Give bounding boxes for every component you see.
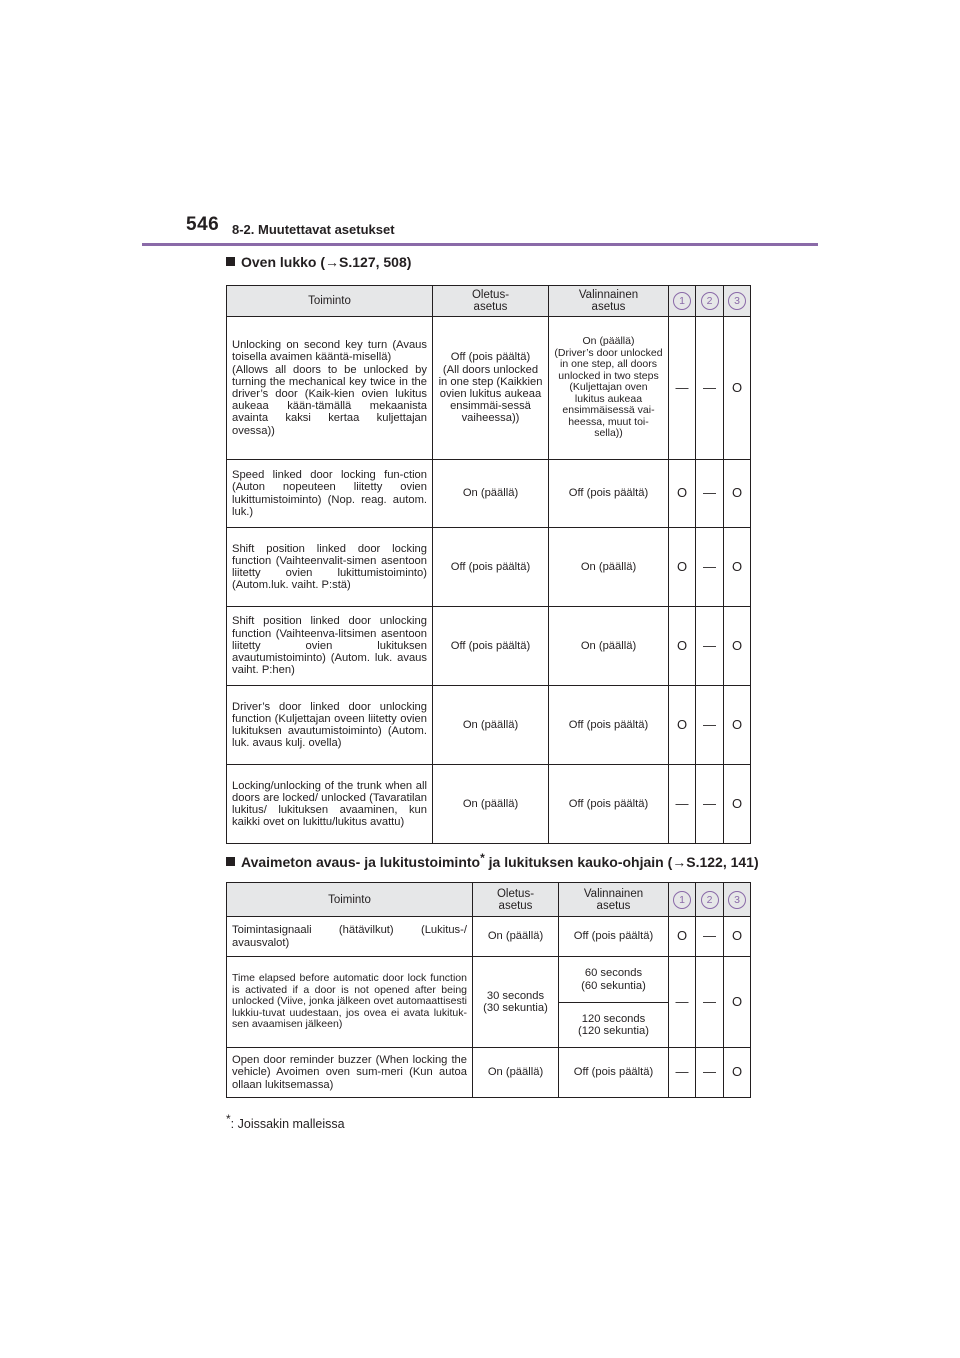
mark-cell-3: O <box>724 765 751 844</box>
function-cell: Driver’s door linked door unlocking function (Kuljettajan oveen liitetty ovien lukituksen avautumistoiminto) (Autom. luk. avaus kulj. ovella) <box>227 686 433 765</box>
number-2-icon: 2 <box>701 292 719 310</box>
optional-cell: Off (pois päältä) <box>559 1048 669 1098</box>
mark-cell-2: — <box>696 528 724 607</box>
mark-cell-1: O <box>669 686 696 765</box>
section-heading-text-suffix: ja lukituksen kauko-ohjain (→S.122, 141) <box>484 854 759 870</box>
mark-cell-2: — <box>696 957 724 1048</box>
column-header-default: Oletus- asetus <box>473 883 559 917</box>
keyless-entry-settings-table <box>226 882 751 1098</box>
mark-cell-2: — <box>696 607 724 686</box>
square-bullet-icon <box>226 257 235 266</box>
number-3-icon: 3 <box>728 891 746 909</box>
table-row <box>227 765 751 844</box>
mark-cell-1: — <box>669 1048 696 1098</box>
function-cell: Locking/unlocking of the trunk when all doors are locked/ unlocked (Tavaratilan lukitus/ lukituksen avaaminen, kun kaikki ovet on lukittu/lukitus avattu) <box>227 765 433 844</box>
asterisk-mark: * <box>480 851 485 865</box>
chapter-title: 8-2. Muutettavat asetukset <box>232 222 395 237</box>
optional-cell: On (päällä) (Driver’s door unlocked in one step, all doors unlocked in two steps (Kuljettajan oven lukitus aukeaa ensimmäisessä vai-heessa, muut toi-sella)) <box>549 317 669 460</box>
mark-cell-2: — <box>696 1048 724 1098</box>
mark-cell-1: O <box>669 528 696 607</box>
page-number: 546 <box>186 214 220 235</box>
function-cell: Shift position linked door locking function (Vaihteenvalit-simen asentoon liitetty ovien lukittumistoiminto) (Autom.luk. vaiht. P:stä) <box>227 528 433 607</box>
mark-cell-3: O <box>724 1048 751 1098</box>
mark-cell-1: — <box>669 957 696 1048</box>
function-cell: Toimintasignaali (hätävilkut) (Lukitus-/ avausvalot) <box>227 917 473 957</box>
mark-cell-1: O <box>669 917 696 957</box>
number-1-icon: 1 <box>673 292 691 310</box>
mark-cell-2: — <box>696 460 724 528</box>
default-cell: On (päällä) <box>433 765 549 844</box>
optional-cell: Off (pois päältä) <box>549 686 669 765</box>
optional-cell: Off (pois päältä) <box>549 765 669 844</box>
column-header-function: Toiminto <box>227 286 433 317</box>
mark-cell-2: — <box>696 765 724 844</box>
mark-cell-2: — <box>696 917 724 957</box>
footnote-text: : Joissakin malleissa <box>230 1117 345 1131</box>
section-heading-door-lock <box>226 254 411 270</box>
default-cell: Off (pois päältä) <box>433 528 549 607</box>
column-header-3 <box>724 883 751 917</box>
optional-cell: On (päällä) <box>549 607 669 686</box>
optional-cell: On (päällä) <box>549 528 669 607</box>
mark-cell-3: O <box>724 686 751 765</box>
column-header-function: Toiminto <box>227 883 473 917</box>
mark-cell-1: O <box>669 607 696 686</box>
column-header-optional: Valinnainen asetus <box>559 883 669 917</box>
column-header-default: Oletus- asetus <box>433 286 549 317</box>
table-row <box>227 1048 751 1098</box>
mark-cell-3: O <box>724 528 751 607</box>
optional-cell: Off (pois päältä) <box>559 917 669 957</box>
table-row <box>227 317 751 460</box>
function-cell: Shift position linked door unlocking function (Vaihteenva-litsimen asentoon liitetty ovien lukituksen avautumistoiminto) (Autom. luk. avaus vaiht. P:hen) <box>227 607 433 686</box>
header-divider <box>142 243 818 246</box>
function-cell: Speed linked door locking fun-ction (Auton nopeuteen liitetty ovien lukittumistoiminto) (Nop. reag. autom. luk.) <box>227 460 433 528</box>
default-cell: 30 seconds (30 sekuntia) <box>473 957 559 1048</box>
number-2-icon: 2 <box>701 891 719 909</box>
table-row <box>227 917 751 957</box>
column-header-optional: Valinnainen asetus <box>549 286 669 317</box>
mark-cell-2: — <box>696 686 724 765</box>
mark-cell-3: O <box>724 317 751 460</box>
number-3-icon: 3 <box>728 292 746 310</box>
mark-cell-2: — <box>696 317 724 460</box>
table-row <box>227 607 751 686</box>
optional-cell-a: 60 seconds (60 sekuntia) <box>559 957 669 1003</box>
mark-cell-1: — <box>669 317 696 460</box>
mark-cell-3: O <box>724 607 751 686</box>
table-row <box>227 957 751 1003</box>
function-cell: Time elapsed before automatic door lock function is activated if a door is not opened after being unlocked (Viive, jonka jälkeen ovet automaattisesti lukkiu-tuvat uudestaan, jos ovea ei avata lukituk-sen avaamisen jälkeen) <box>227 957 473 1048</box>
column-header-1 <box>669 883 696 917</box>
function-cell: Unlocking on second key turn (Avaus toisella avaimen kääntä-misellä) (Allows all doors to be unlocked by turning the mechanical key twice in the driver’s door (Kaik-kien ovien lukitus aukeaa kään-tämällä mekaanista avainta kaksi kertaa kuljettajan ovessa)) <box>227 317 433 460</box>
default-cell: Off (pois päältä) (All doors unlocked in one step (Kaikkien ovien lukitus aukeaa ensimmäi-sessä vaiheessa)) <box>433 317 549 460</box>
section-heading-text: Oven lukko (→S.127, 508) <box>241 254 412 270</box>
default-cell: On (päällä) <box>433 460 549 528</box>
column-header-2 <box>696 883 724 917</box>
door-lock-settings-table <box>226 285 751 844</box>
square-bullet-icon <box>226 857 235 866</box>
default-cell: On (päällä) <box>473 1048 559 1098</box>
mark-cell-3: O <box>724 460 751 528</box>
column-header-1 <box>669 286 696 317</box>
default-cell: On (päällä) <box>433 686 549 765</box>
section-heading-text: Avaimeton avaus- ja lukitustoiminto <box>241 854 481 870</box>
number-1-icon: 1 <box>673 891 691 909</box>
footnote <box>226 1112 345 1131</box>
mark-cell-1: O <box>669 460 696 528</box>
optional-cell: Off (pois päältä) <box>549 460 669 528</box>
mark-cell-3: O <box>724 957 751 1048</box>
mark-cell-1: — <box>669 765 696 844</box>
default-cell: Off (pois päältä) <box>433 607 549 686</box>
table-row <box>227 686 751 765</box>
column-header-3 <box>724 286 751 317</box>
table-row <box>227 528 751 607</box>
column-header-2 <box>696 286 724 317</box>
section-heading-keyless-entry <box>226 851 759 870</box>
optional-cell-b: 120 seconds (120 sekuntia) <box>559 1003 669 1048</box>
default-cell: On (päällä) <box>473 917 559 957</box>
mark-cell-3: O <box>724 917 751 957</box>
table-header-row <box>227 883 751 917</box>
table-header-row <box>227 286 751 317</box>
asterisk-mark: * <box>226 1112 231 1126</box>
table-row <box>227 460 751 528</box>
function-cell: Open door reminder buzzer (When locking the vehicle) Avoimen oven sum-meri (Kun autoa ollaan lukitsemassa) <box>227 1048 473 1098</box>
